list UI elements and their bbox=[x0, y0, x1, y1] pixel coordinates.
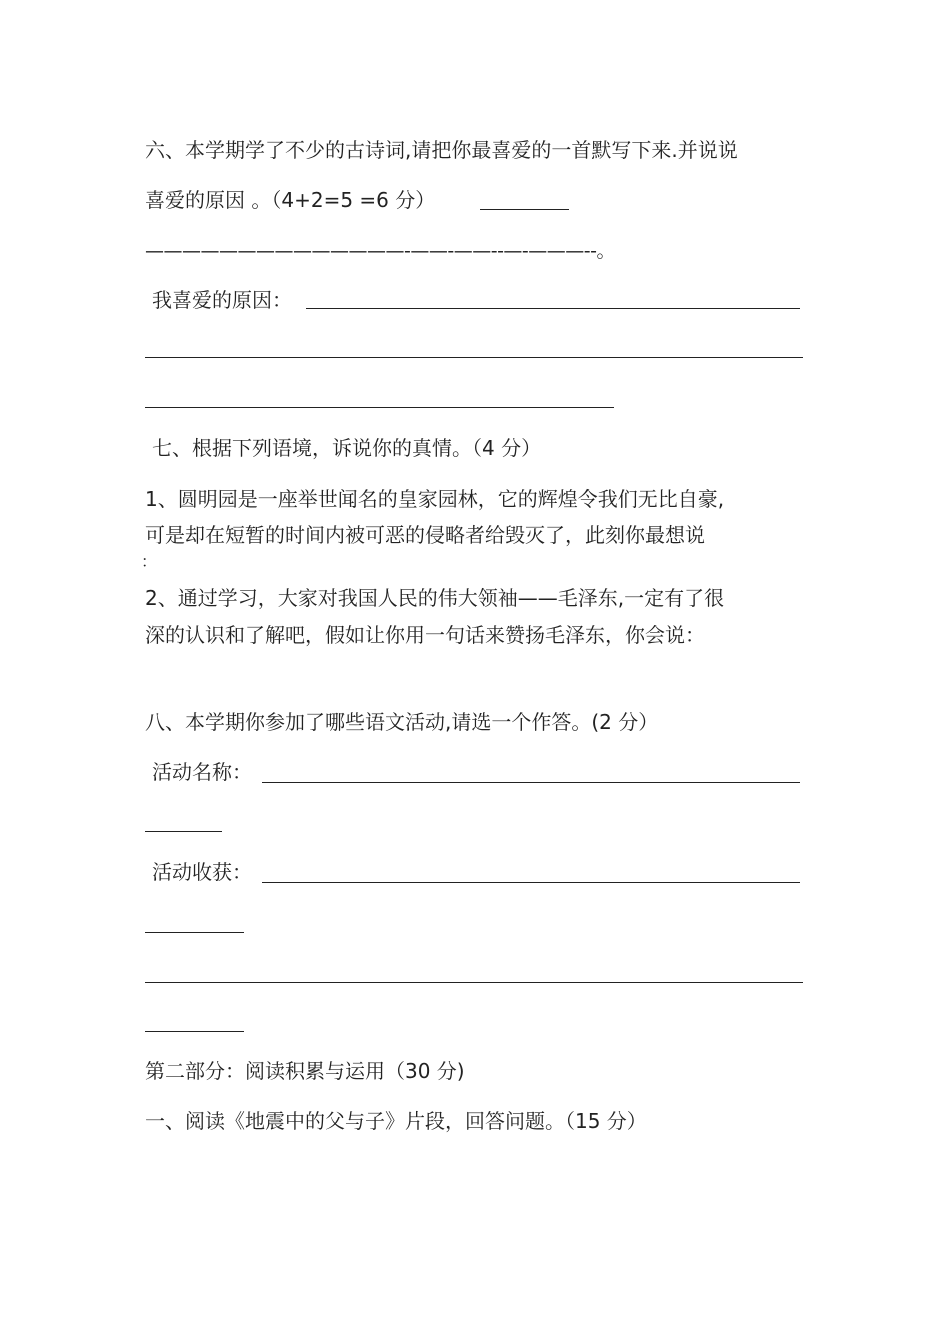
q8-activity-name-label: 活动名称： bbox=[152, 760, 252, 784]
q8-activity-gain-label: 活动收获： bbox=[152, 860, 252, 884]
q6-answer-blank-short bbox=[480, 209, 569, 210]
q6-dash-line: ——————————————-——-——--—-———--。 bbox=[145, 240, 615, 262]
part2-question-1: 一、阅读《地震中的父与子》片段，回答问题。（15 分） bbox=[145, 1109, 647, 1133]
q7-title: 七、根据下列语境，诉说你的真情。（4 分） bbox=[152, 436, 542, 460]
q7-item1-line-1: 1、圆明园是一座举世闻名的皇家园林，它的辉煌令我们无比自豪, bbox=[145, 487, 725, 511]
q8-activity-gain-blank-1 bbox=[262, 882, 800, 883]
q7-item1-colon: ： bbox=[141, 552, 158, 571]
q8-activity-name-blank-2 bbox=[145, 831, 222, 832]
q7-item1-line-2: 可是却在短暂的时间内被可恶的侵略者给毁灭了，此刻你最想说 bbox=[145, 523, 705, 547]
q8-activity-gain-blank-4 bbox=[145, 1031, 244, 1032]
q8-activity-gain-blank-3 bbox=[145, 982, 803, 983]
q7-item2-line-1: 2、通过学习，大家对我国人民的伟大领袖——毛泽东,一定有了很 bbox=[145, 586, 725, 610]
q6-reason-blank-3 bbox=[145, 407, 614, 408]
q6-reason-blank-1 bbox=[306, 308, 800, 309]
q7-item2-line-2: 深的认识和了解吧，假如让你用一句话来赞扬毛泽东，你会说： bbox=[145, 623, 705, 647]
part2-title: 第二部分：阅读积累与运用（30 分) bbox=[145, 1059, 465, 1083]
q6-reason-label: 我喜爱的原因： bbox=[152, 288, 292, 312]
q8-activity-name-blank-1 bbox=[262, 782, 800, 783]
q8-activity-gain-blank-2 bbox=[145, 932, 244, 933]
q6-reason-blank-2 bbox=[145, 357, 803, 358]
q8-title: 八、本学期你参加了哪些语文活动,请选一个作答。(2 分） bbox=[145, 710, 659, 734]
q6-prompt-line-1: 六、本学期学了不少的古诗词,请把你最喜爱的一首默写下来.并说说 bbox=[145, 138, 738, 162]
q6-prompt-line-2: 喜爱的原因 。（4+2=5 =6 分） bbox=[145, 188, 436, 212]
